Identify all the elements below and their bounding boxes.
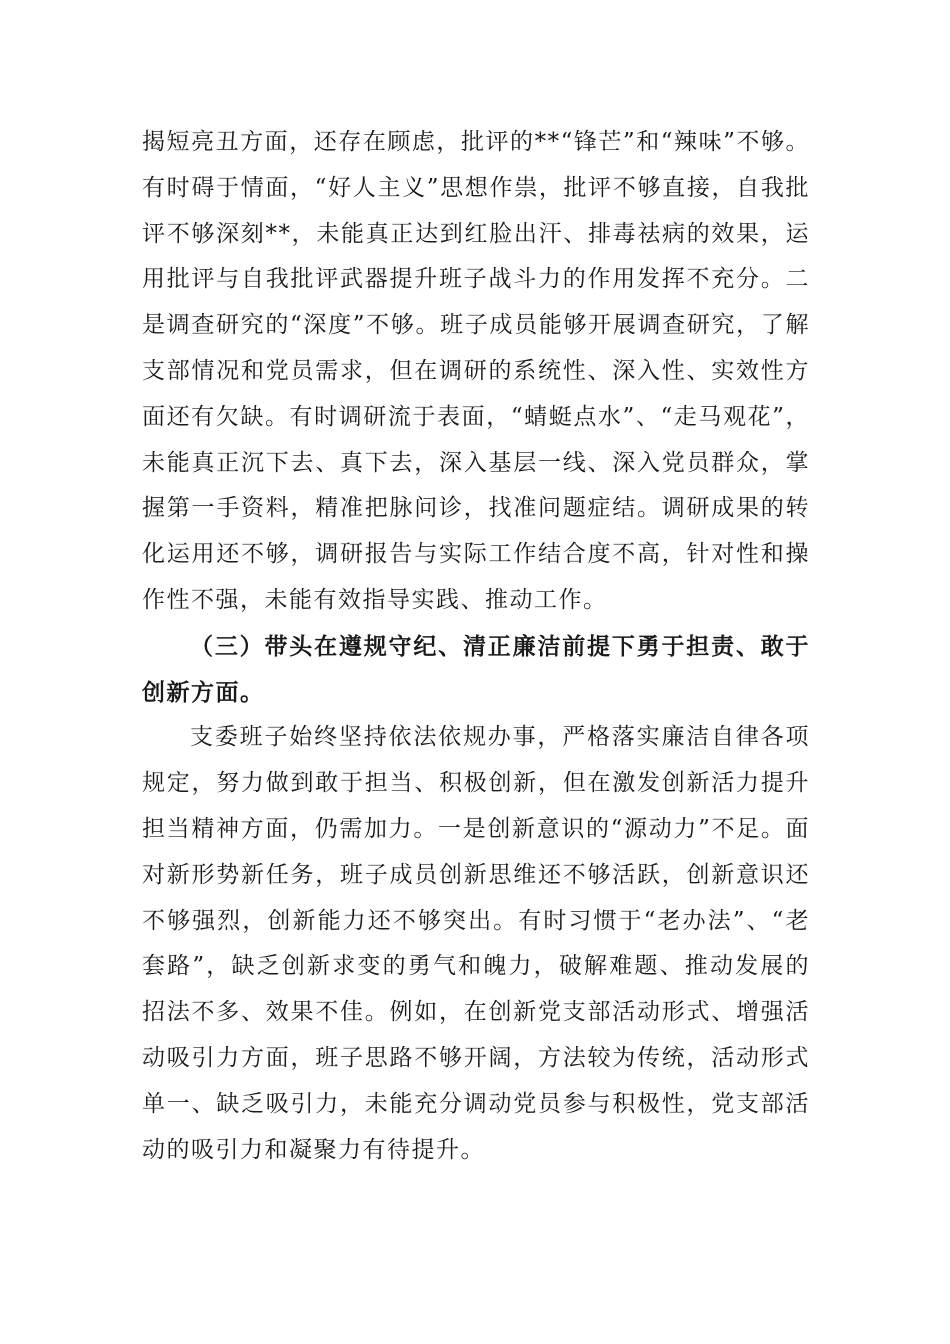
paragraph-body: 支委班子始终坚持依法依规办事，严格落实廉洁自律各项规定，努力做到敢于担当、积极创新，但在激发创新活力提升担当精神方面，仍需加力。一是创新意识的“源动力”不足。面对新形势新任务，班子成员创新思维还不够活跃，创新意识还不够强烈，创新能力还不够突出。有时习惯于“老办法”、“老套路”，缺乏创新求变的勇气和魄力，破解难题、推动发展的招法不多、效果不佳。例如，在创新党支部活动形式、增强活动吸引力方面，班子思路不够开阔，方法较为传统，活动形式单一、缺乏吸引力，未能充分调动党员参与积极性，党支部活动的吸引力和凝聚力有待提升。 bbox=[142, 724, 810, 1163]
paragraph-continuation: 揭短亮丑方面，还存在顾虑，批评的**“锋芒”和“辣味”不够。有时碍于情面，“好人主义”思想作祟，批评不够直接，自我批评不够深刻**，未能真正达到红脸出汗、排毒祛病的效果，运用批评与自我批评武器提升班子战斗力的作用发挥不充分。二是调查研究的“深度”不够。班子成员能够开展调查研究，了解支部情况和党员需求，但在调研的系统性、深入性、实效性方面还有欠缺。有时调研流于表面，“蜻蜓点水”、“走马观花”，未能真正沉下去、真下去，深入基层一线、深入党员群众，掌握第一手资料，精准把脉问诊，找准问题症结。调研成果的转化运用还不够，调研报告与实际工作结合度不高，针对性和操作性不强，未能有效指导实践、推动工作。 bbox=[142, 129, 810, 613]
section-heading-three: （三）带头在遵规守纪、清正廉洁前提下勇于担责、敢于创新方面。 bbox=[142, 632, 810, 706]
document-body bbox=[142, 120, 810, 1173]
